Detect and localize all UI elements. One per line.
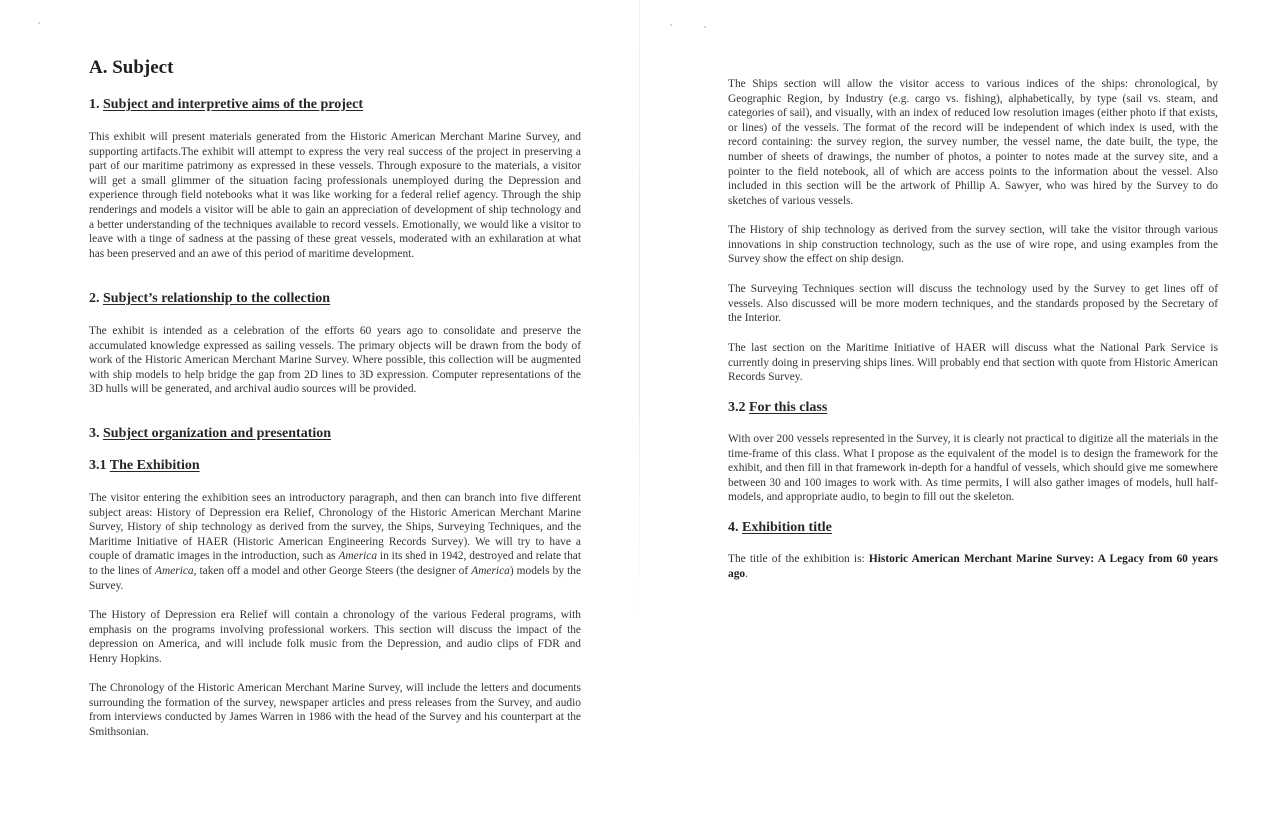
paragraph-ships-section: The Ships section will allow the visitor access to various indices of the ships: chronological, by Geographic Region, by Industry (e.g. cargo vs. fishing), alphabetically, by type (sail vs. steam, and categories of sail), and visually, with an index of reduced low resolution images (either photo if that exists, or lines) of the vessels. The format of the record will be independent of which index is used, with the record containing: the survey region, the survey number, the vessel name, the date built, the type, the number of sheets of drawings, the number of photos, a pointer to notes made at the survey site, and a pointer to the field notebook, all of which are access points to the information about the vessel. Also included in this section will be the artwork of Phillip A. Sawyer, who was hired by the Survey to do sketches of various vessels. bbox=[728, 78, 1218, 207]
heading-number: 3.2 bbox=[728, 400, 746, 415]
section-title: A. Subject bbox=[89, 57, 174, 78]
heading-text: Subject and interpretive aims of the project bbox=[103, 97, 363, 112]
text-run: . bbox=[745, 567, 748, 580]
vessel-name: America bbox=[338, 550, 378, 563]
heading-3-2 bbox=[728, 400, 827, 416]
heading-text: For this class bbox=[749, 400, 828, 415]
heading-number: 2. bbox=[89, 291, 100, 306]
paragraph-surveying-techniques: The Surveying Techniques section will discuss the technology used by the Survey to get lines off of vessels. Also discussed will be more modern techniques, and the standards proposed by the Secretary of the Interior. bbox=[728, 283, 1218, 325]
heading-3 bbox=[89, 426, 331, 442]
heading-number: 4. bbox=[728, 520, 739, 535]
heading-text: The Exhibition bbox=[109, 458, 200, 473]
heading-number: 1. bbox=[89, 97, 100, 112]
heading-text: Subject organization and presentation bbox=[103, 426, 332, 441]
paragraph-subject-aims: This exhibit will present materials generated from the Historic American Merchant Marine Survey, and supporting artifacts.The exhibit will attempt to express the very real success of the project in preserving a part of our maritime patrimony as expressed in these vessels. Through exposure to the materials, a visitor will get a small glimmer of the situation facing professionals unemployed during the Depression and experience through field notebooks what it was like working for a federal relief agency. Through the ship renderings and models a visitor will be able to gain an appreciation of development of ship technology and a better understanding of the techniques available to record vessels. Emotionally, we would like a visitor to leave with a tinge of sadness at the passing of these great vessels, moderated with an exhilaration at what has been preserved and an awe of this period of maritime development. bbox=[89, 131, 581, 260]
heading-text: Exhibition title bbox=[742, 520, 832, 535]
vessel-name: America bbox=[155, 564, 194, 577]
paragraph-exhibition-title bbox=[728, 552, 1218, 581]
paragraph-depression-relief: The History of Depression era Relief will contain a chronology of the various Federal programs, with emphasis on the programs involving professional workers. This section will discuss the impact of the depression on America, and will include folk music from the Depression, and audio clips of FDR and Henry Hopkins. bbox=[89, 609, 581, 665]
text-run: , taken off a model and other George Steers (the designer of bbox=[193, 564, 472, 577]
paragraph-exhibition-intro bbox=[89, 491, 581, 593]
heading-3-1 bbox=[89, 458, 200, 474]
text-run: The title of the exhibition is: bbox=[728, 553, 869, 565]
vessel-name: America bbox=[471, 564, 510, 577]
heading-4 bbox=[728, 520, 832, 536]
heading-number: 3. bbox=[89, 426, 100, 441]
heading-number: 3.1 bbox=[89, 458, 107, 473]
heading-text: Subject’s relationship to the collection bbox=[103, 291, 331, 306]
paragraph-collection: The exhibit is intended as a celebration of the efforts 60 years ago to consolidate and preserve the accumulated knowledge expressed as sailing vessels. The primary objects will be drawn from the body of work of the Historic American Merchant Marine Survey. Where possible, this collection will be augmented with ship models to help bridge the gap from 2D lines to 3D expression. Computer representations of the 3D hulls will be generated, and archival audio sources will be provided. bbox=[89, 325, 581, 396]
paragraph-survey-chronology: The Chronology of the Historic American Merchant Marine Survey, will include the letters and documents surrounding the formation of the survey, newspaper articles and press releases from the Survey, and audio from interviews conducted by James Warren in 1986 with the head of the Survey and his counterpart at the Smithsonian. bbox=[89, 682, 581, 738]
paragraph-ship-technology: The History of ship technology as derived from the survey section, will take the visitor through various innovations in ship construction technology, such as the use of wire rope, and using examples from the Survey show the effect on ship design. bbox=[728, 224, 1218, 266]
text-run: The visitor entering the exhibition sees an introductory paragraph, and then can branch into five different subject areas: History of Depression era Relief, Chronology of the Historic American Merchant Marine Survey, History of ship technology as derived from the survey, the Ships, Surveying Techniques, and the Maritime Initiative of HAER (Historic American Engineering Records Survey). We will try to have a couple of dramatic images in the introduction, such as bbox=[89, 492, 581, 563]
heading-1 bbox=[89, 97, 363, 113]
text-run: in its shed in 1942, destroyed and relate that to the lines of bbox=[89, 550, 581, 577]
paragraph-maritime-initiative: The last section on the Maritime Initiative of HAER will discuss what the National Park Service is currently doing in preserving ships lines. Will probably end that section with quote from Historic American Records Survey. bbox=[728, 342, 1218, 384]
scan-speck bbox=[38, 22, 40, 24]
scan-speck bbox=[670, 24, 672, 26]
exhibition-title: Historic American Merchant Marine Survey: A Legacy from 60 years ago bbox=[728, 553, 1218, 580]
page-divider bbox=[639, 0, 640, 612]
paragraph-for-this-class: With over 200 vessels represented in the Survey, it is clearly not practical to digitize all the materials in the time-frame of this class. What I propose as the equivalent of the model is to design the framework for the exhibit, and then fill in that framework in-depth for a handful of vessels, which should give me somewhere between 30 and 100 images to work with. As time permits, I will also gather images of models, hull half-models, and appropriate audio, to begin to fill out the skeleton. bbox=[728, 433, 1218, 504]
text-run: ) models by the Survey. bbox=[89, 564, 582, 592]
scan-speck bbox=[704, 26, 706, 28]
heading-2 bbox=[89, 291, 330, 307]
